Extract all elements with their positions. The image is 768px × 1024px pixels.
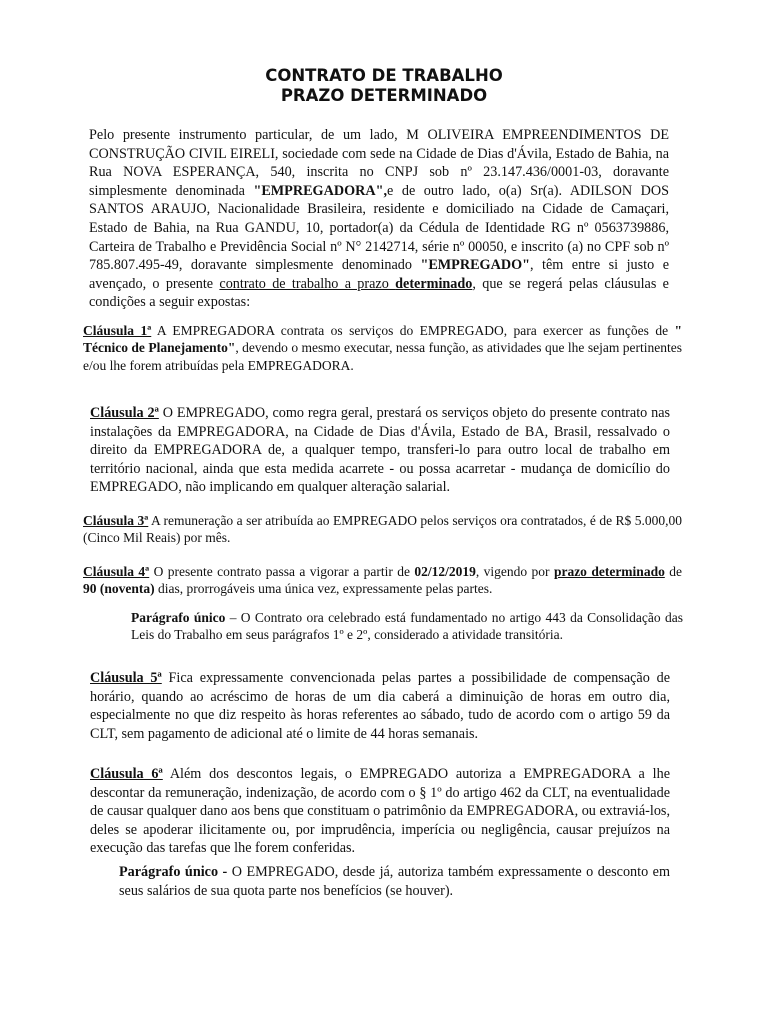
prazo-determinado: prazo determinado [553,564,665,579]
clause-6-text: Além dos descontos legais, o EMPREGADO autoriza a EMPREGADORA a lhe descontar da remuneração, indenização, de acordo com o § 1º do artigo 462 da CLT, na eventualidade de causar qualquer dano aos bens que constituam o patrimônio da EMPREGADORA, ou extraviá-los, deles se apoderar ilicitamente ou, por imprudência, imperícia ou negligência, causar prejuízos na execução das tarefas que lhe forem conferidas. [90,766,670,857]
job-title: " Técnico de Planejamento" [83,323,682,356]
clause-2-text: O EMPREGADO, como regra geral, prestará os serviços objeto do presente contrato nas instalações da EMPREGADORA, na Cidade de Dias d'Ávila, Estado de BA, Brasil, ressalvado o direito da EMPREGADORA de, a qualquer tempo, transferi-lo para outro local de trabalho em território nacional, ainda que esta medida acarrete - ou possa acarretar - mudança de domicílio do EMPREGADO, não implicando em qualquer alteração salarial. [90,405,671,496]
paragraph-4 [131,609,683,644]
clause-5-label: Cláusula 5ª [90,670,162,686]
title-line-1: CONTRATO DE TRABALHO [265,66,503,85]
paragraph-4-text: – O Contrato ora celebrado está fundamentado no artigo 443 da Consolidação das Leis do Trabalho em seus parágrafos 1º e 2º, considerado a atividade transitória. [131,610,683,643]
clause-6 [90,765,670,858]
clause-4-text-2: , vigendo por [475,564,554,579]
paragraph-6-label: Parágrafo único - [119,864,228,880]
duration-days: 90 (noventa) [83,581,155,597]
clause-2-label: Cláusula 2ª [90,405,159,421]
determinado-underlined: determinado [395,275,473,292]
clause-1-label: Cláusula 1ª [83,323,152,338]
clause-4-text: O presente contrato passa a vigorar a partir de [149,564,415,579]
clause-4-text-4: dias, prorrogáveis uma única vez, expressamente pelas partes. [154,581,493,597]
contract-type-underlined: contrato de trabalho a prazo [219,275,396,292]
intro-paragraph [89,126,669,312]
clause-5-text: Fica expressamente convencionada pelas partes a possibilidade de compensação de horário, quando ao acréscimo de horas de um dia caberá a diminuição de horas em outro dia, especialmente no que diz respeito às horas referentes ao sábado, tudo de acordo com o artigo 59 da CLT, sem pagamento de adicional até o limite de 44 horas semanais. [90,670,670,742]
clause-4 [83,563,682,598]
clause-4-text-3: de [664,564,682,579]
clause-6-label: Cláusula 6ª [90,766,163,782]
paragraph-6-text: O EMPREGADO, desde já, autoriza também expressamente o desconto em seus salários de sua quota parte nos benefícios (se houver). [119,864,670,899]
clause-5 [90,669,670,743]
paragraph-4-label: Parágrafo único [131,610,226,625]
clause-3-label: Cláusula 3ª [83,513,149,528]
empregadora-label: "EMPREGADORA", [253,182,388,199]
intro-text-3: , têm entre si justo e avençado, o presente [89,257,669,292]
clause-3-text: A remuneração a ser atribuída ao EMPREGADO pelos serviços ora contratados, é de R$ 5.000,00 (Cinco Mil Reais) por mês. [83,513,682,546]
start-date: 02/12/2019 [414,564,476,579]
clause-1-text-2: , devendo o mesmo executar, nessa função, as atividades que lhe sejam pertinentes e/ou lhe forem atribuídas pela EMPREGADORA. [83,340,682,373]
clause-2 [90,404,670,497]
clause-3 [83,512,682,547]
intro-text: Pelo presente instrumento particular, de um lado, M OLIVEIRA EMPREENDIMENTOS DE CONSTRUÇÃO CIVIL EIRELI, sociedade com sede na Cidade de Dias d'Ávila, Estado de Bahia, na Rua NOVA ESPERANÇA, 540, inscrita no CNPJ sob nº 23.147.436/0001-03, doravante simplesmente denominada [89,127,669,199]
empregado-label: "EMPREGADO" [420,257,530,274]
clause-1-text: A EMPREGADORA contrata os serviços do EMPREGADO, para exercer as funções de [151,323,675,338]
paragraph-6 [119,863,670,900]
intro-text-2: e de outro lado, o(a) Sr(a). ADILSON DOS SANTOS ARAUJO, Nacionalidade Brasileira, residente e domiciliado na Cidade de Camaçari, Estado de Bahia, na Rua GANDU, 10, portador(a) da Cédula de Identidade RG nº 0563739886, Carteira de Trabalho e Previdência Social nº N° 2142714, série nº 00050, e inscrito (a) no CPF sob nº 785.807.495-49, doravante simplesmente denominado [89,182,669,274]
title-line-2: PRAZO DETERMINADO [280,86,488,105]
clause-4-label: Cláusula 4ª [83,564,150,579]
clause-1 [83,322,682,374]
intro-text-4: , que se regerá pelas cláusulas e condições a seguir expostas: [89,275,669,311]
